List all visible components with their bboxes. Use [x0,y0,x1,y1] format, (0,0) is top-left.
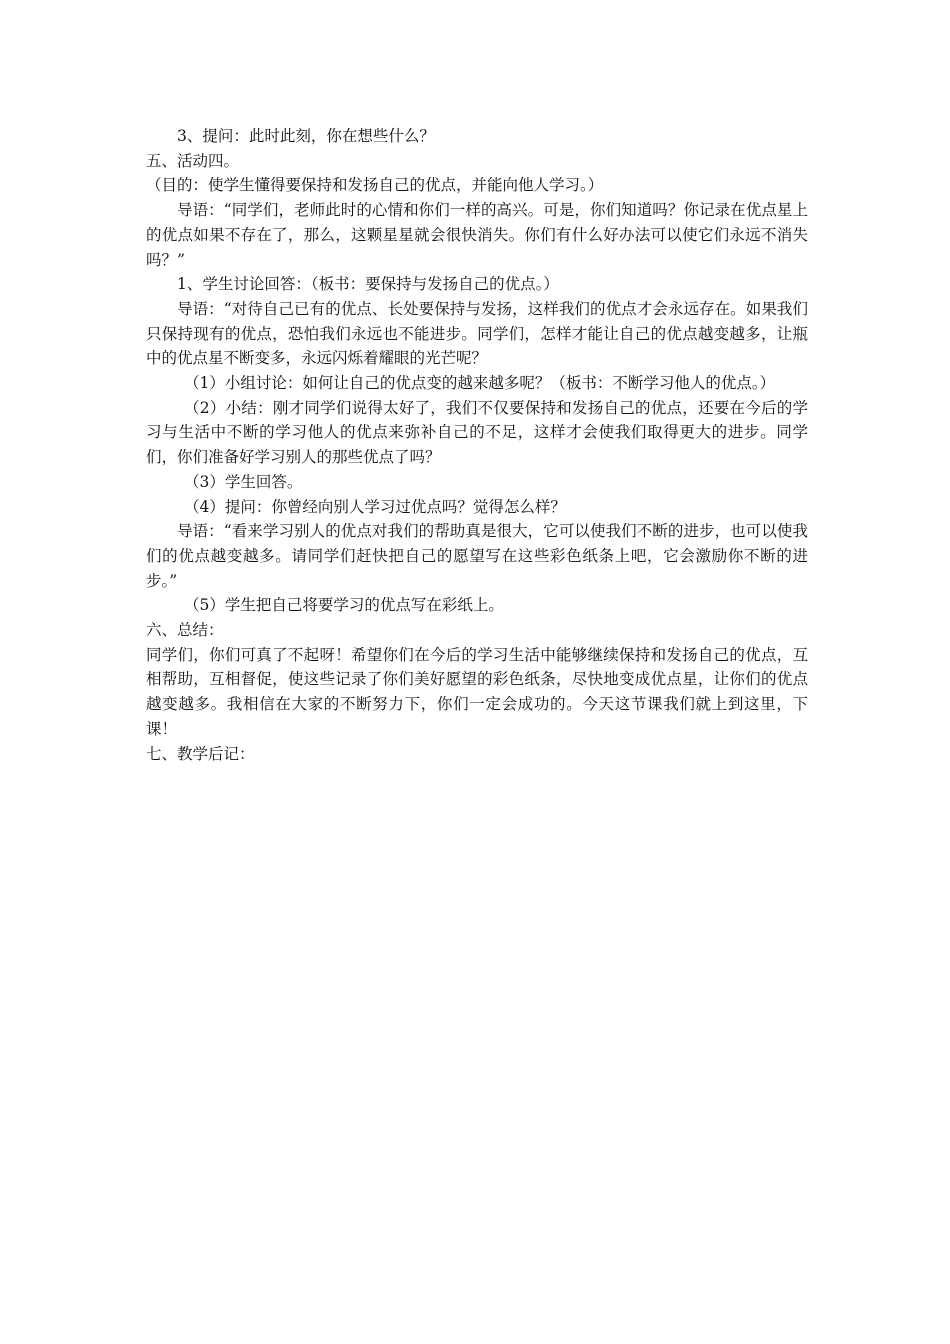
section-heading-teaching-notes: 七、教学后记： [146,744,255,763]
guide-paragraph-2: 导语：“对待自己已有的优点、长处要保持与发扬，这样我们的优点才会永远存在。如果我们只保持现有的优点，恐怕我们永远也不能进步。同学们，怎样才能让自己的优点越变越多，让瓶中的优点星不断变多，永远闪烁着耀眼的光芒呢？ [146,299,808,368]
writing-paragraph: （5）学生把自己将要学习的优点写在彩纸上。 [184,596,504,615]
closing-paragraph: 同学们，你们可真了不起呀！希望你们在今后的学习生活中能够继续保持和发扬自己的优点，互相帮助，互相督促，使这些记录了你们美好愿望的彩色纸条，尽快地变成优点星，让你们的优点越变越多。我相信在大家的不断努力下，你们一定会成功的。今天这节课我们就上到这里，下课！ [146,645,808,738]
question-paragraph: 3、提问：此时此刻，你在想些什么？ [177,127,435,145]
document-body [146,124,808,766]
section-heading-summary: 六、总结： [146,621,224,640]
question-paragraph-2: （4）提问：你曾经向别人学习过优点吗？觉得怎么样？ [184,497,566,516]
purpose-paragraph: （目的：使学生懂得要保持和发扬自己的优点，并能向他人学习。） [146,176,604,195]
discussion-answer-paragraph: 1、学生讨论回答：（板书：要保持与发扬自己的优点。） [177,275,559,294]
guide-paragraph-1: 导语：“同学们，老师此时的心情和你们一样的高兴。可是，你们知道吗？你记录在优点星上的优点如果不存在了，那么，这颗星星就会很快消失。你们有什么好办法可以使它们永远不消失吗？” [146,201,808,269]
guide-paragraph-3: 导语：“看来学习别人的优点对我们的帮助真是很大，它可以使我们不断的进步，也可以使我们的优点越变越多。请同学们赶快把自己的愿望写在这些彩色纸条上吧，它会激励你不断的进步。” [146,522,808,590]
summary-paragraph: （2）小结：刚才同学们说得太好了，我们不仅要保持和发扬自己的优点，还要在今后的学习与生活中不断的学习他人的优点来弥补自己的不足，这样才会使我们取得更大的进步。同学们，你们准备好学习别人的那些优点了吗？ [146,398,808,467]
student-answer-paragraph: （3）学生回答。 [184,472,303,491]
section-heading-activity-four: 五、活动四。 [146,151,240,170]
group-discussion-paragraph: （1）小组讨论：如何让自己的优点变的越来越多呢？（板书：不断学习他人的优点。） [184,374,776,393]
